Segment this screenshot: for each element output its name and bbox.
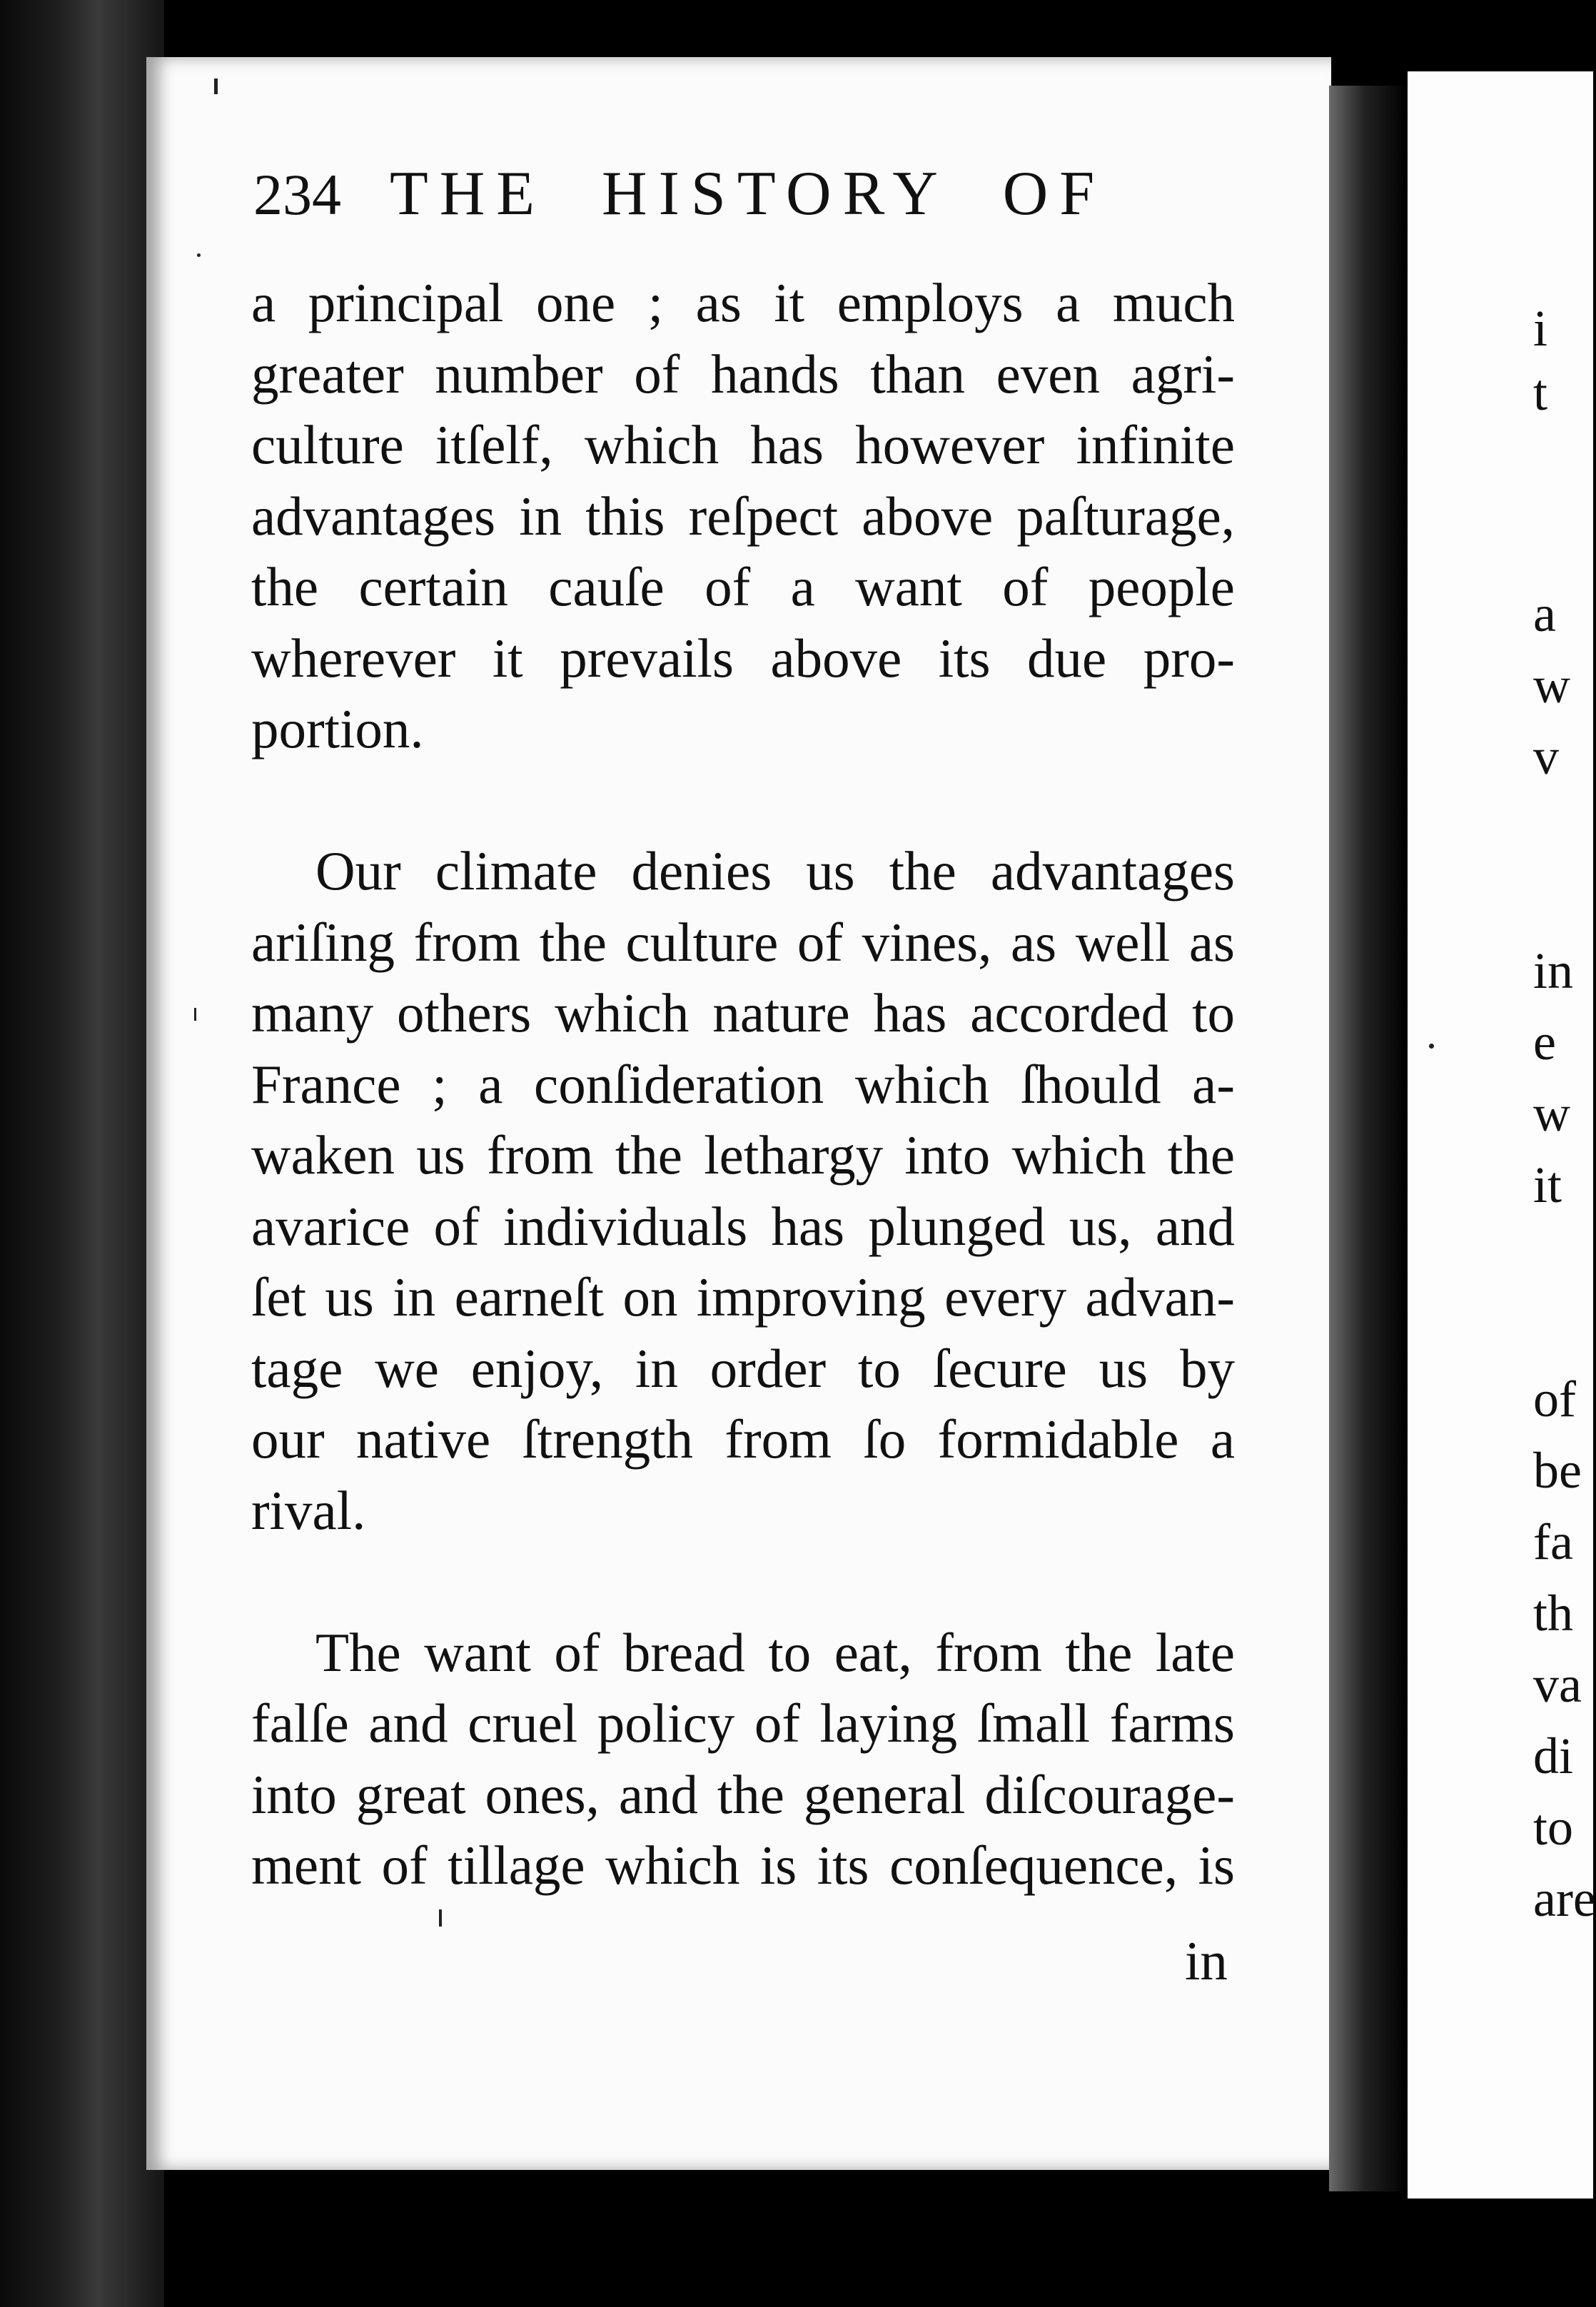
text-line: falſe and cruel policy of laying ſmall farms (251, 1692, 1235, 1754)
facing-page-fragment: th (1533, 1585, 1574, 1642)
text-line: The want of bread to eat, from the late (315, 1621, 1235, 1683)
catchword: in (1185, 1930, 1228, 1992)
text-line: ariſing from the culture of vines, as well as (251, 911, 1235, 973)
text-line: into great ones, and the general diſcourage- (251, 1763, 1235, 1825)
text-line: culture itſelf, which has however infinite (251, 414, 1235, 475)
facing-page-fragment: are (1533, 1870, 1596, 1927)
text-line: ſet us in earneſt on improving every advan- (251, 1266, 1235, 1328)
text-line: many others which nature has accorded to (251, 982, 1235, 1044)
text-line: rival. (251, 1479, 366, 1541)
paragraph-gap (251, 765, 1235, 837)
text-line: portion. (251, 698, 424, 759)
facing-page-fragment: in (1533, 942, 1574, 999)
body-text (251, 268, 1235, 1902)
page-fold-shadow (1329, 86, 1408, 2191)
text-line: greater number of hands than even agri- (251, 343, 1235, 405)
facing-page-fragment: w (1533, 1085, 1570, 1142)
text-line: wherever it prevails above its due pro- (251, 627, 1235, 689)
text-line: our native ſtrength from ſo formidable a (251, 1408, 1235, 1470)
facing-page-fragment: di (1533, 1727, 1574, 1784)
facing-page-fragment: it (1533, 1156, 1562, 1213)
scan-speck (197, 253, 201, 257)
text-line: Our climate denies us the advantages (315, 840, 1235, 902)
scan-speck (439, 1909, 442, 1927)
text-line: a principal one ; as it employs a much (251, 272, 1235, 333)
facing-page-fragment: of (1533, 1370, 1576, 1428)
text-line: avarice of individuals has plunged us, and (251, 1195, 1235, 1257)
paragraph-gap (251, 1546, 1235, 1617)
running-title: THE HISTORY OF (390, 159, 1106, 228)
text-line: the certain cauſe of a want of people (251, 556, 1235, 617)
text-line: tage we enjoy, in order to ſecure us by (251, 1337, 1235, 1399)
facing-page-fragment: to (1533, 1799, 1574, 1856)
facing-page-fragment: i (1533, 300, 1548, 357)
facing-page-fragment: be (1533, 1442, 1582, 1499)
facing-page-fragment: w (1533, 657, 1570, 714)
facing-page-fragment: fa (1533, 1513, 1573, 1570)
facing-page-fragment: va (1533, 1656, 1582, 1713)
scan-speck (1429, 1044, 1434, 1049)
book-gutter (0, 0, 164, 2307)
scan-speck (214, 79, 218, 94)
running-head (253, 158, 1238, 231)
facing-page-fragment: e (1533, 1014, 1556, 1071)
scan-speck (194, 1008, 196, 1021)
text-line: France ; a conſideration which ſhould a- (251, 1053, 1235, 1115)
text-line: advantages in this reſpect above paſturage, (251, 485, 1235, 547)
text-line: ment of tillage which is its conſequence, is (251, 1834, 1235, 1896)
facing-page-fragment: a (1533, 585, 1556, 642)
page-number: 234 (253, 162, 341, 227)
facing-page-fragment: v (1533, 728, 1559, 785)
text-line: waken us from the lethargy into which the (251, 1124, 1235, 1186)
facing-page-fragment: t (1533, 364, 1548, 421)
